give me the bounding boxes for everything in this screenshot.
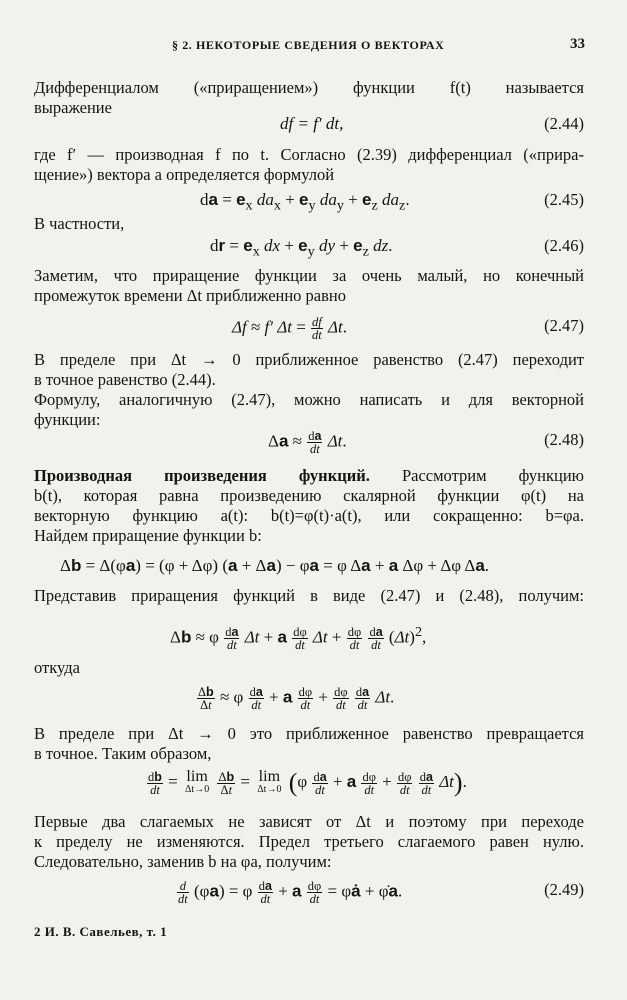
equation-number: (2.46) (544, 236, 584, 255)
paragraph-line: Первые два слагаемых не зависят от Δt и поэтому при переходе (34, 812, 584, 831)
equation-2-48: Δa ≈ $\frac{da}{dt}$ Δt. (268, 429, 347, 456)
equation-number: (2.47) (544, 316, 584, 335)
paragraph-line: где f′ — производная f по t. Согласно (2.39) дифференциал («прира- (34, 145, 584, 164)
equation-number: (2.48) (544, 430, 584, 449)
equation-limit: $\frac{db}{dt}$ = lim Δt→0 $\frac{\Delta b}{\Delta t}$ = lim Δt→0 (φ $\frac{da}{dt}$ + a $\frac{d\varphi}{dt}$ + $\frac{d\varphi}{dt}$ $\frac{da}{dt}$ Δt). (148, 768, 467, 797)
equation-2-46: dr = $e_x$ dx + $e_y$ dy + $e_z$ dz. (210, 236, 393, 260)
equation-number: (2.49) (544, 880, 584, 899)
running-header (0, 38, 627, 58)
paragraph-line: В частности, (34, 214, 125, 233)
page-number: 33 (570, 36, 585, 52)
paragraph-line: Дифференциалом («приращением») функции f(t) называется (34, 78, 584, 97)
paragraph-line (34, 466, 584, 486)
paragraph-line: выражение (34, 98, 112, 117)
equation-2-45: da = $e_x$ $da_x + e_y$ $da_y + e_z$ $da_z$. (200, 190, 410, 214)
paragraph-line: функции: (34, 410, 101, 429)
equation-2-44: df = f′ dt, (280, 114, 344, 133)
paragraph-line: промежуток времени Δt приближенно равно (34, 286, 346, 305)
paragraph-line: Найдем приращение функции b: (34, 526, 262, 545)
paragraph-text: Рассмотрим функцию (401, 466, 584, 485)
paragraph-line: к пределу не изменяются. Предел третьего слагаемого равен нулю. (34, 832, 584, 851)
paragraph-line: Формулу, аналогичную (2.47), можно написать и для векторной (34, 390, 584, 409)
paragraph-line: откуда (34, 658, 80, 677)
equation-number: (2.45) (544, 190, 584, 209)
equation-2-47: Δf ≈ f′ Δt = $\frac{df}{dt}$ Δt. (232, 315, 347, 342)
section-title: § 2. НЕКОТОРЫЕ СВЕДЕНИЯ О ВЕКТОРАХ (172, 38, 445, 52)
paragraph-heading: Производная произведения функций. (34, 466, 370, 485)
paragraph-line: В пределе при Δt → 0 приближенное равенство (2.47) переходит (34, 350, 584, 369)
paragraph-line: Заметим, что приращение функции за очень малый, но конечный (34, 266, 584, 285)
signature-mark: 2 И. В. Савельев, т. 1 (34, 924, 168, 939)
paragraph-line: векторную функцию a(t): b(t)=φ(t)·a(t), или сокращенно: b=φa. (34, 506, 584, 525)
paragraph-line: в точное. Таким образом, (34, 744, 212, 763)
paragraph-line: Представив приращения функций в виде (2.47) и (2.48), получим: (34, 586, 584, 605)
equation-2-49: $\frac{d}{dt}$ (φa) = φ $\frac{da}{dt}$ + a $\frac{d\varphi}{dt}$ = φȧ + φ̇a. (178, 879, 403, 906)
equation-increment-b: Δb = Δ(φa) = (φ + Δφ) (a + Δa) − φa = φ Δa + a Δφ + Δφ Δa. (60, 556, 490, 575)
paragraph-line: В пределе при Δt → 0 это приближенное равенство превращается (34, 724, 584, 743)
paragraph-line: щение») вектора a определяется формулой (34, 165, 335, 184)
equation-delta-b-approx: Δb ≈ φ $\frac{da}{dt}$ Δt + a $\frac{d\varphi}{dt}$ Δt + $\frac{d\varphi}{dt}$ $\frac{da}{dt}$ $(\Delta t)^2$, (170, 624, 427, 653)
paragraph-line: в точное равенство (2.44). (34, 370, 216, 389)
equation-ratio-approx: $\frac{\Delta b}{\Delta t}$ ≈ φ $\frac{da}{dt}$ + a $\frac{d\varphi}{dt}$ + $\frac{d\varphi}{dt}$ $\frac{da}{dt}$ Δt. (198, 685, 395, 712)
equation-number: (2.44) (544, 114, 584, 133)
paragraph-line: b(t), которая равна произведению скалярной функции φ(t) на (34, 486, 584, 505)
paragraph-line: Следовательно, заменив b на φa, получим: (34, 852, 332, 871)
